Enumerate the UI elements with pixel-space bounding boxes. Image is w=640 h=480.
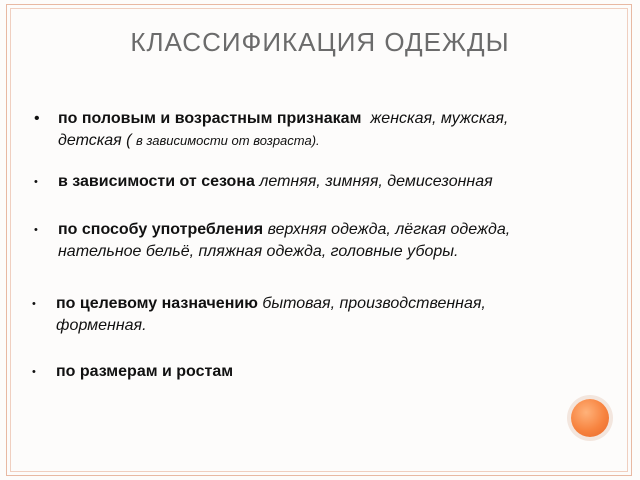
bullet: • [34, 224, 38, 236]
bullet: • [32, 298, 36, 310]
item-detail: бытовая, производственная, [262, 295, 486, 312]
bullet: • [34, 110, 40, 127]
item-heading: по способу употребления [58, 221, 264, 238]
item-heading: в зависимости от сезона [58, 173, 255, 190]
item-detail: женская, мужская, [370, 110, 509, 127]
list-item-usage [34, 219, 598, 263]
item-detail: верхняя одежда, лёгкая одежда, [267, 221, 511, 238]
item-detail-line2: форменная. [56, 317, 147, 334]
item-detail: летняя, зимняя, демисезонная [259, 173, 493, 190]
item-detail-line2: нательное бельё, пляжная одежда, головные уборы. [58, 243, 459, 260]
list-item-purpose [32, 293, 596, 337]
item-detail-line2: детская ( [58, 132, 132, 149]
bullet: • [32, 366, 36, 378]
bullet: • [34, 176, 38, 188]
item-detail-note: в зависимости от возраста). [135, 133, 320, 148]
decorative-circle [571, 399, 609, 437]
item-heading: по целевому назначению [56, 295, 258, 312]
list-item-sizes [32, 361, 596, 383]
list-item-season [34, 171, 598, 193]
item-heading: по половым и возрастным признакам [58, 110, 362, 127]
item-heading: по размерам и ростам [56, 363, 234, 380]
list-item-gender-age [34, 108, 598, 152]
slide-title: КЛАССИФИКАЦИЯ ОДЕЖДЫ [130, 27, 510, 57]
